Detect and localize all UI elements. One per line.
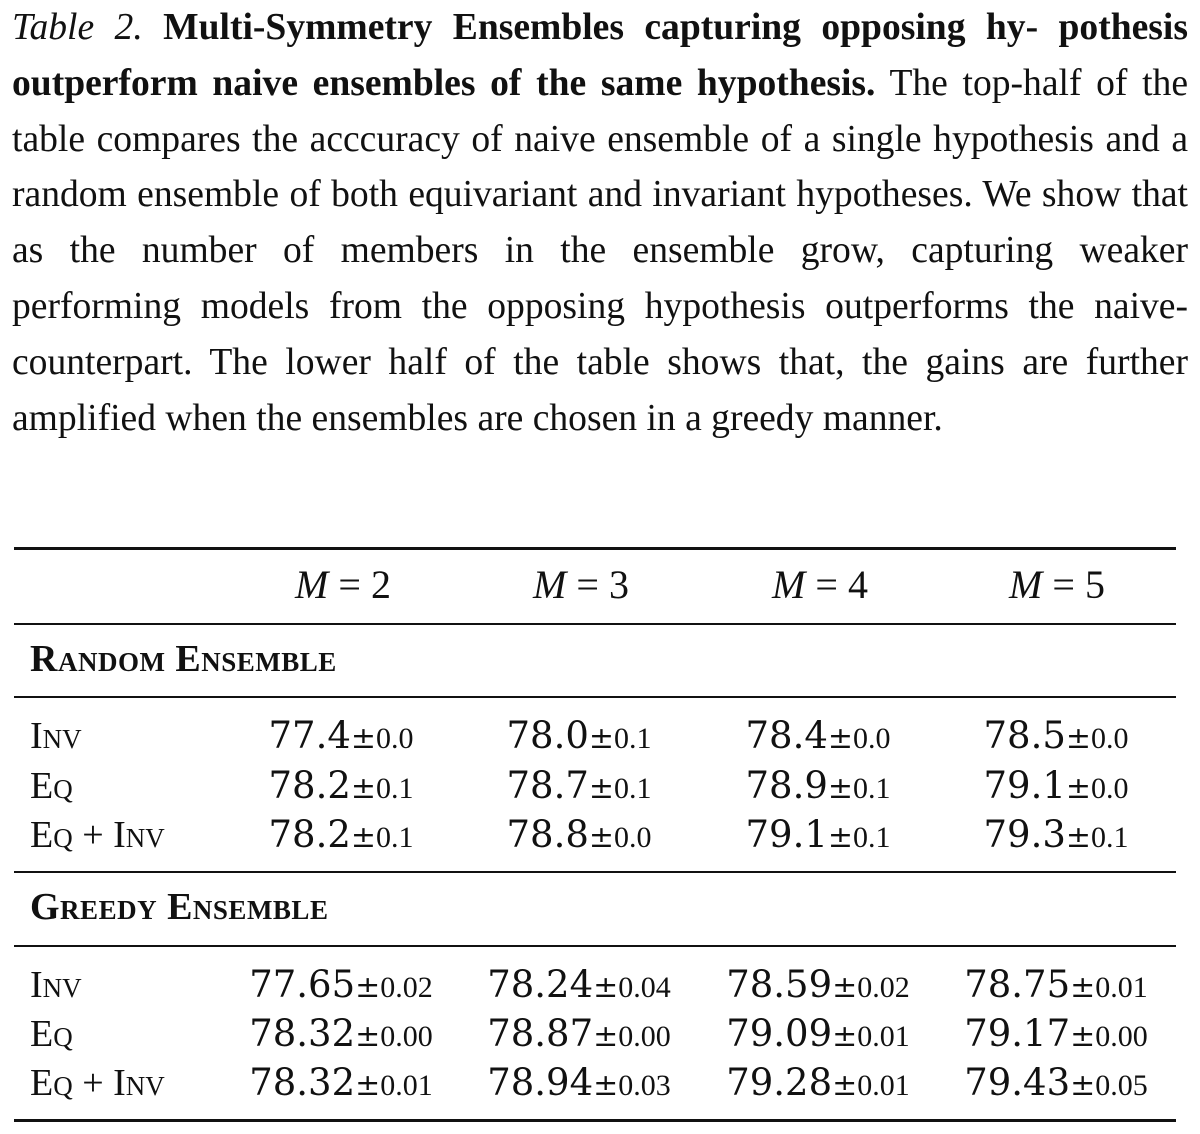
cell-sd: 0.01 (857, 1020, 910, 1053)
cell-mean: 79.1 (983, 764, 1066, 807)
cell-pm: ± (593, 970, 619, 1005)
cell-pm: ± (832, 1019, 858, 1054)
column-header-m3 (533, 563, 629, 607)
caption-body-line-7: when the ensembles are chosen in a greedy manner. (165, 397, 943, 439)
cell-pm: ± (355, 1068, 381, 1103)
cell-pm: ± (1065, 721, 1092, 756)
cell-sd: 0.03 (618, 1069, 671, 1102)
cell-pm: ± (588, 820, 615, 855)
section-title-greedy-ensemble: Greedy Ensemble (30, 886, 329, 928)
table-cell (268, 714, 413, 766)
column-header-num: 4 (847, 562, 868, 607)
cell-mean: 78.75 (964, 963, 1071, 1006)
table-cell (249, 1061, 433, 1113)
row-label-eq: Eq (30, 765, 73, 807)
caption-title-line-1: Multi-Symmetry Ensembles capturing opposing hy- (163, 7, 1039, 48)
cell-mean: 78.7 (506, 764, 589, 807)
cell-pm: ± (1070, 970, 1096, 1005)
caption-body-line-1: The top-half of the table compares the acccuracy of naive ensemble (12, 62, 1188, 160)
caption-body-line-5: the opposing hypothesis outperforms the naive-counterpart. The (12, 285, 1188, 383)
table-cell (506, 813, 651, 865)
table-bottom-rule (14, 1119, 1176, 1122)
cell-pm: ± (832, 970, 858, 1005)
cell-pm: ± (588, 721, 615, 756)
cell-mean: 78.8 (506, 813, 589, 856)
cell-sd: 0.1 (853, 821, 891, 854)
column-header-num: 5 (1084, 562, 1105, 607)
cell-pm: ± (827, 771, 854, 806)
caption-body-line-6: lower half of the table shows that, the gains are further amplified (12, 341, 1188, 439)
cell-pm: ± (350, 820, 377, 855)
table-cell (745, 764, 890, 816)
table-cell (726, 1012, 910, 1064)
cell-mean: 78.4 (745, 714, 828, 757)
cell-mean: 79.28 (726, 1061, 833, 1104)
cell-mean: 78.5 (983, 714, 1066, 757)
row-label-eq-inv: Eq + Inv (30, 1062, 165, 1104)
row-label-inv: Inv (30, 715, 82, 757)
header-rule (14, 623, 1176, 625)
column-header-var: M (772, 562, 806, 607)
row-label-eq: Eq (30, 1013, 73, 1055)
cell-sd: 0.1 (376, 821, 414, 854)
cell-pm: ± (355, 970, 381, 1005)
cell-sd: 0.0 (376, 722, 414, 755)
cell-pm: ± (588, 771, 615, 806)
cell-mean: 77.65 (249, 963, 356, 1006)
column-header-eq: = (805, 562, 848, 607)
section-rule-greedy (14, 945, 1176, 947)
cell-sd: 0.00 (1095, 1020, 1148, 1053)
column-header-var: M (295, 562, 329, 607)
cell-sd: 0.0 (853, 722, 891, 755)
table-cell (249, 1012, 433, 1064)
caption-title-line-2: pothesis outperform naive ensembles of the same hypothesis. (12, 7, 1188, 104)
column-header-var: M (1009, 562, 1043, 607)
column-header-eq: = (1042, 562, 1085, 607)
cell-sd: 0.1 (614, 772, 652, 805)
cell-mean: 79.43 (964, 1061, 1071, 1104)
cell-pm: ± (832, 1068, 858, 1103)
cell-mean: 79.09 (726, 1012, 833, 1055)
column-header-var: M (533, 562, 567, 607)
caption-label: Table 2. (12, 7, 143, 48)
column-header-m2 (295, 563, 391, 607)
cell-mean: 78.9 (745, 764, 828, 807)
column-header-eq: = (566, 562, 609, 607)
cell-pm: ± (827, 820, 854, 855)
table-cell (487, 1012, 671, 1064)
cell-mean: 79.1 (745, 813, 828, 856)
row-label-inv: Inv (30, 964, 82, 1006)
cell-pm: ± (593, 1068, 619, 1103)
table-cell (745, 813, 890, 865)
table-cell (268, 764, 413, 816)
cell-pm: ± (1070, 1019, 1096, 1054)
table-cell (983, 714, 1128, 766)
table-cell (726, 963, 910, 1015)
cell-pm: ± (1065, 820, 1092, 855)
row-label-eq-inv: Eq + Inv (30, 814, 165, 856)
cell-sd: 0.0 (1091, 722, 1129, 755)
table-cell (983, 764, 1128, 816)
table-cell (506, 714, 651, 766)
cell-sd: 0.1 (614, 722, 652, 755)
cell-pm: ± (355, 1019, 381, 1054)
section-rule-random (14, 696, 1176, 698)
table-cell (268, 813, 413, 865)
cell-mean: 78.59 (726, 963, 833, 1006)
cell-sd: 0.00 (380, 1020, 433, 1053)
cell-mean: 78.32 (249, 1012, 356, 1055)
cell-sd: 0.02 (380, 971, 433, 1004)
cell-mean: 78.87 (487, 1012, 594, 1055)
table-cell (745, 714, 890, 766)
table-cell (487, 963, 671, 1015)
section-divider-rule (14, 871, 1176, 873)
table-cell (964, 963, 1148, 1015)
cell-pm: ± (1065, 771, 1092, 806)
table-cell (487, 1061, 671, 1113)
caption-body-line-2: of a single hypothesis and a random ensemble of both equivariant (12, 118, 1189, 216)
table-cell (964, 1061, 1148, 1113)
cell-pm: ± (350, 771, 377, 806)
cell-mean: 78.94 (487, 1061, 594, 1104)
cell-pm: ± (1070, 1068, 1096, 1103)
cell-sd: 0.1 (1091, 821, 1129, 854)
cell-mean: 78.2 (268, 764, 351, 807)
column-header-num: 3 (608, 562, 629, 607)
cell-sd: 0.05 (1095, 1069, 1148, 1102)
table-cell (506, 764, 651, 816)
cell-mean: 78.2 (268, 813, 351, 856)
cell-sd: 0.1 (376, 772, 414, 805)
cell-mean: 79.3 (983, 813, 1066, 856)
section-title-random-ensemble: Random Ensemble (30, 638, 337, 680)
cell-pm: ± (827, 721, 854, 756)
cell-pm: ± (350, 721, 377, 756)
cell-sd: 0.02 (857, 971, 910, 1004)
cell-mean: 78.0 (506, 714, 589, 757)
caption-body-line-3: and invariant hypotheses. We show that as the number of members (12, 174, 1188, 272)
table-top-rule (14, 547, 1176, 550)
table-cell (249, 963, 433, 1015)
cell-mean: 78.32 (249, 1061, 356, 1104)
column-header-m5 (1009, 563, 1105, 607)
table-cell (726, 1061, 910, 1113)
column-header-num: 2 (370, 562, 391, 607)
cell-sd: 0.0 (1091, 772, 1129, 805)
table-caption (12, 0, 1188, 446)
column-header-eq: = (328, 562, 371, 607)
column-header-m4 (772, 563, 868, 607)
cell-sd: 0.01 (1095, 971, 1148, 1004)
cell-mean: 77.4 (268, 714, 351, 757)
cell-sd: 0.01 (380, 1069, 433, 1102)
table-cell (983, 813, 1128, 865)
cell-pm: ± (593, 1019, 619, 1054)
caption-body-line-4: in the ensemble grow, capturing weaker performing models from (12, 230, 1188, 327)
cell-sd: 0.0 (614, 821, 652, 854)
cell-mean: 79.17 (964, 1012, 1071, 1055)
cell-sd: 0.04 (618, 971, 671, 1004)
table-cell (964, 1012, 1148, 1064)
cell-sd: 0.00 (618, 1020, 671, 1053)
cell-sd: 0.1 (853, 772, 891, 805)
cell-mean: 78.24 (487, 963, 594, 1006)
cell-sd: 0.01 (857, 1069, 910, 1102)
